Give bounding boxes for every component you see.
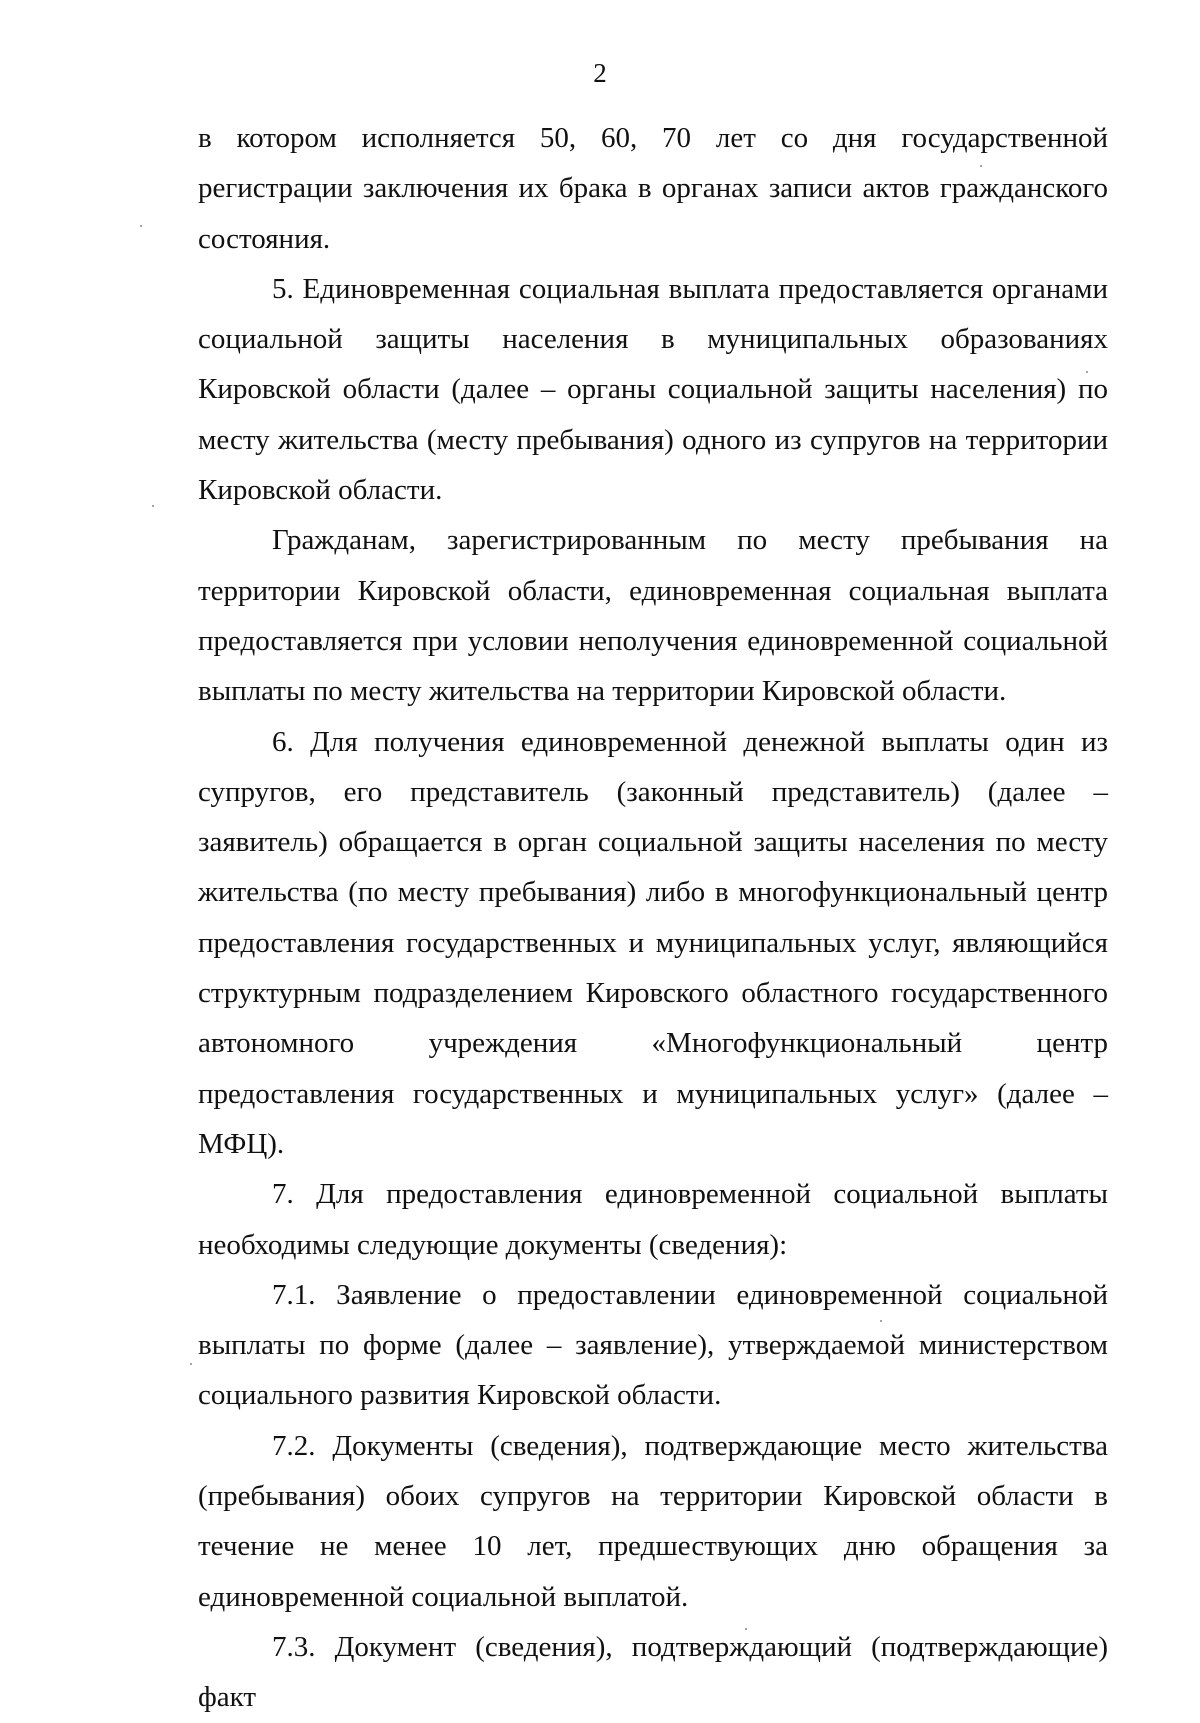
document-body	[198, 113, 1108, 1723]
paragraph-item-6: 6. Для получения единовременной денежной выплаты один из супругов, его представитель (законный представитель) (далее – заявитель) обращается в орган социальной защиты населения по месту жительства (по месту пребывания) либо в многофункциональный центр предоставления государственных и муниципальных услуг, являющийся структурным подразделением Кировского областного государственного автономного учреждения «Многофункциональный центр предоставления государственных и муниципальных услуг» (далее – МФЦ).	[198, 725, 1108, 1160]
scan-speck	[1086, 371, 1088, 373]
paragraph-continuation: в котором исполняется 50, 60, 70 лет со дня государственной регистрации заключения их брака в органах записи актов гражданского состояния.	[198, 122, 1108, 255]
paragraph-item-7: 7. Для предоставления единовременной социальной выплаты необходимы следующие документы (сведения):	[198, 1178, 1108, 1261]
scan-speck	[152, 505, 154, 507]
scan-speck	[880, 1320, 882, 1322]
paragraph-item-5: 5. Единовременная социальная выплата предоставляется органами социальной защиты населения в муниципальных образованиях Кировской области (далее – органы социальной защиты населения) по месту жительства (месту пребывания) одного из супругов на территории Кировской области.	[198, 272, 1108, 507]
paragraph-item-7-3: 7.3. Документ (сведения), подтверждающий (подтверждающие) факт	[198, 1630, 1108, 1714]
scan-speck	[745, 1628, 747, 1630]
scan-speck	[980, 165, 982, 167]
paragraph-item-5-note: Гражданам, зарегистрированным по месту пребывания на территории Кировской области, единовременная социальная выплата предоставляется при условии неполучения единовременной социальной выплаты по месту жительства на территории Кировской области.	[198, 524, 1108, 708]
scan-speck	[140, 225, 142, 227]
paragraph-item-7-1: 7.1. Заявление о предоставлении единовременной социальной выплаты по форме (далее – заявление), утверждаемой министерством социального развития Кировской области.	[198, 1278, 1108, 1412]
paragraph-item-7-2: 7.2. Документы (сведения), подтверждающие место жительства (пребывания) обоих супругов на территории Кировской области в течение не менее 10 лет, предшествующих дню обращения за единовременной социальной выплатой.	[198, 1429, 1108, 1613]
scan-speck	[190, 1363, 192, 1365]
page-number: 2	[593, 58, 607, 88]
